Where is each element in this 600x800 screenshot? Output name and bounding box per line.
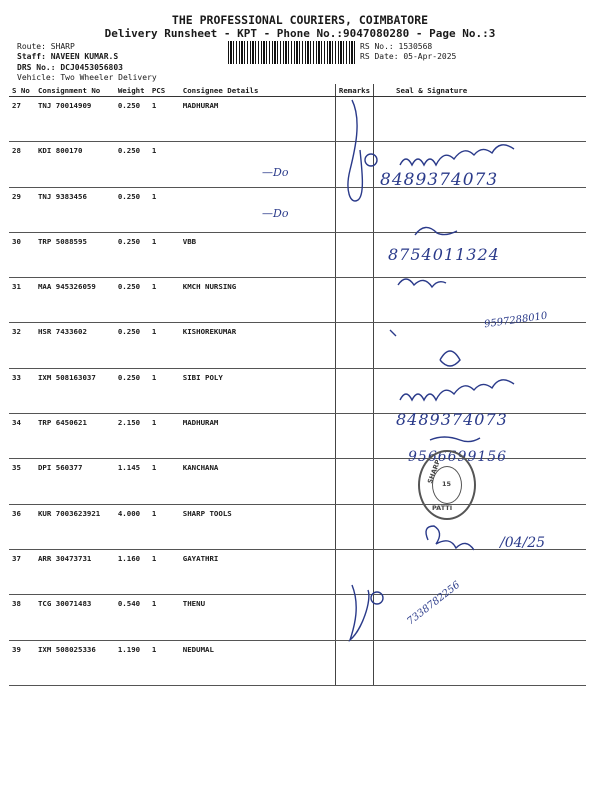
row-pcs: 1 xyxy=(149,549,180,594)
row-consignee: GAYATHRI xyxy=(180,549,336,594)
row-sno: 28 xyxy=(9,142,35,187)
vehicle-label: Vehicle: Two Wheeler Delivery xyxy=(17,73,157,82)
route-label: Route: SHARP xyxy=(17,42,75,51)
row-sno: 37 xyxy=(9,549,35,594)
row-consignment-no: KDI 800170 xyxy=(35,142,115,187)
runsheet-title: THE PROFESSIONAL COURIERS, COIMBATORE xyxy=(171,13,429,27)
row-consignment-no: HSR 7433602 xyxy=(35,323,115,368)
encircled-mark xyxy=(365,154,377,166)
row-consignee: VBB xyxy=(180,232,336,277)
row-weight: 0.250 xyxy=(115,232,149,277)
row-pcs: 1 xyxy=(149,414,180,459)
row-consignment-no: TNJ 9383456 xyxy=(35,187,115,232)
row-consignee: KISHOREKUMAR xyxy=(180,323,336,368)
ditto-mark-29: —Do xyxy=(262,207,289,220)
row-weight: 0.250 xyxy=(115,368,149,413)
row-weight: 4.000 xyxy=(115,504,149,549)
row-pcs: 1 xyxy=(149,97,180,142)
row-sno: 36 xyxy=(9,504,35,549)
row-consignee: SHARP TOOLS xyxy=(180,504,336,549)
handwritten-date: /04/25 xyxy=(500,535,546,551)
stamp-text-mid: 15 xyxy=(442,480,452,488)
col-signature: Seal & Signature xyxy=(374,84,586,97)
row-sno: 38 xyxy=(9,595,35,640)
row-consignee: KANCHANA xyxy=(180,459,336,504)
signature-stroke xyxy=(415,227,457,235)
row-consignment-no: KUR 7003623921 xyxy=(35,504,115,549)
row-consignment-no: DPI 560377 xyxy=(35,459,115,504)
row-consignee: MADHURAM xyxy=(180,414,336,459)
row-sno: 33 xyxy=(9,368,35,413)
row-pcs: 1 xyxy=(149,459,180,504)
row-consignment-no: TRP 5088595 xyxy=(35,232,115,277)
row-consignment-no: ARR 30473731 xyxy=(35,549,115,594)
row-pcs: 1 xyxy=(149,504,180,549)
handwritten-phone: 8489374073 xyxy=(380,170,499,190)
handwritten-phone: 8754011324 xyxy=(388,245,500,264)
row-consignee: THENU xyxy=(180,595,336,640)
staff-label: Staff: NAVEEN KUMAR.S xyxy=(17,52,119,61)
row-pcs: 1 xyxy=(149,323,180,368)
row-consignment-no: TCG 30071483 xyxy=(35,595,115,640)
col-consignee: Consignee Details xyxy=(180,84,336,97)
row-weight: 1.160 xyxy=(115,549,149,594)
row-weight: 0.540 xyxy=(115,595,149,640)
col-weight: Weight xyxy=(115,84,149,97)
drs-label: DRS No.: DCJ0453056803 xyxy=(17,63,123,72)
handwritten-phone: 9566699156 xyxy=(408,449,508,465)
row-sno: 32 xyxy=(9,323,35,368)
signature-stroke xyxy=(398,279,446,287)
row-pcs: 1 xyxy=(149,142,180,187)
row-consignment-no: TRP 6450621 xyxy=(35,414,115,459)
row-consignment-no: MAA 945326059 xyxy=(35,278,115,323)
row-weight: 2.150 xyxy=(115,414,149,459)
row-sno: 29 xyxy=(9,187,35,232)
ditto-mark-28: —Do xyxy=(262,166,289,179)
row-consignee: SIBI POLY xyxy=(180,368,336,413)
row-consignment-no: TNJ 70014909 xyxy=(35,97,115,142)
signature-stroke xyxy=(400,380,514,400)
row-weight: 1.145 xyxy=(115,459,149,504)
row-pcs: 1 xyxy=(149,278,180,323)
row-pcs: 1 xyxy=(149,595,180,640)
signature-stroke xyxy=(348,100,362,201)
row-weight: 0.250 xyxy=(115,187,149,232)
stamp-text-bottom: PATTI xyxy=(432,504,453,512)
row-sno: 34 xyxy=(9,414,35,459)
row-weight: 1.190 xyxy=(115,640,149,685)
row-pcs: 1 xyxy=(149,187,180,232)
signature-stroke xyxy=(426,526,474,550)
encircled-mark xyxy=(371,592,383,604)
signature-stroke xyxy=(430,437,480,442)
signature-stroke xyxy=(390,330,460,366)
row-sno: 35 xyxy=(9,459,35,504)
handwritten-phone: 9597288010 xyxy=(483,310,549,331)
rs-date: RS Date: 05-Apr-2025 xyxy=(360,52,457,61)
row-weight: 0.250 xyxy=(115,97,149,142)
row-consignment-no: IXM 508163037 xyxy=(35,368,115,413)
runsheet-subtitle: Delivery Runsheet - KPT - Phone No.:9047080280 - Page No.:3 xyxy=(104,27,496,40)
row-sno: 27 xyxy=(9,97,35,142)
row-weight: 0.250 xyxy=(115,142,149,187)
handwritten-phone: 8489374073 xyxy=(396,410,508,429)
row-pcs: 1 xyxy=(149,368,180,413)
stamp-text-top: SHARP xyxy=(426,458,443,485)
row-pcs: 1 xyxy=(149,232,180,277)
row-sno: 31 xyxy=(9,278,35,323)
col-pcs: PCS xyxy=(149,84,180,97)
signature-stroke xyxy=(400,145,514,165)
col-remarks: Remarks xyxy=(335,84,373,97)
col-sno: S No xyxy=(9,84,35,97)
rs-number: RS No.: 1530568 xyxy=(360,42,433,51)
signature-stroke xyxy=(350,585,369,640)
row-consignment-no: IXM 508025336 xyxy=(35,640,115,685)
row-weight: 0.250 xyxy=(115,278,149,323)
col-consignment: Consignment No xyxy=(35,84,115,97)
row-weight: 0.250 xyxy=(115,323,149,368)
company-stamp xyxy=(418,450,476,520)
row-pcs: 1 xyxy=(149,640,180,685)
row-consignee: KMCH NURSING xyxy=(180,278,336,323)
row-sno: 30 xyxy=(9,232,35,277)
row-sno: 39 xyxy=(9,640,35,685)
row-consignee: MADHURAM xyxy=(180,97,336,142)
row-consignee: NEDUMAL xyxy=(180,640,336,685)
handwritten-phone: 7338782256 xyxy=(405,579,463,628)
